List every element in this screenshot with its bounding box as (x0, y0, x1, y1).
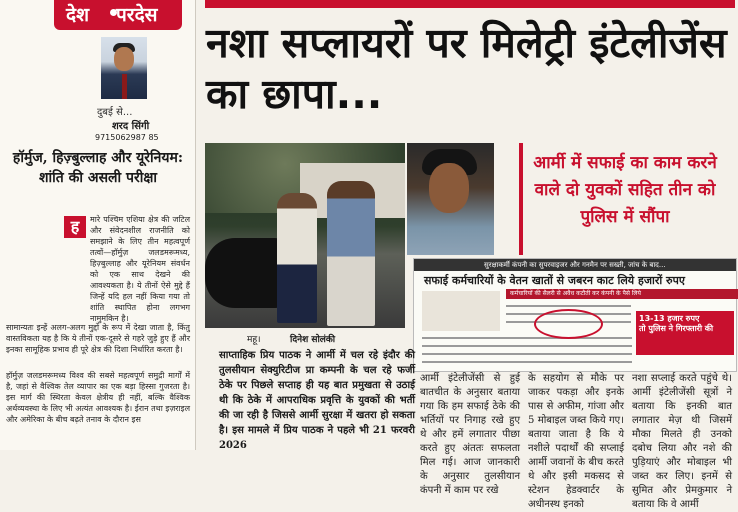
clipping-text-line (422, 361, 632, 363)
column-intro-top: मारे पश्चिम एशिया क्षेत्र की जटिल और संवेदनशील राजनीति को समझाने के लिए तीन महत्वपूर्ण तत्वों—हॉर्मुज़ जलडमरूमध्य, हिज़्बुल्लाह और यूरेनियम संवर्धन को एक साथ देखने की आवश्यकता है। ये तीनों ऐसे मुद्दे हैं जिन्हें यदि हल नहीं किया गया तो शांति स्थापित होना लगभग नामुमकिन है। (90, 215, 190, 323)
accused-portrait (407, 143, 494, 255)
subhead-accent-bar (519, 143, 523, 255)
masthead-part2: परदेस (116, 4, 158, 26)
column-author: शरद सिंगी (112, 121, 150, 132)
arrest-photo (205, 143, 405, 328)
column-para2: सामान्यतः इन्हें अलग-अलग मुद्दों के रूप में देखा जाता है, किंतु वास्तविकता यह है कि ये तीनों एक-दूसरे से गहरे जुड़े हुए हैं और इनका सामूहिक प्रभाव ही पूरे क्षेत्र की दिशा निर्धारित करता है। (6, 323, 190, 354)
column-dropcap: ह (64, 216, 86, 238)
accused-person-2 (327, 181, 375, 326)
caption-reporter: दिनेश सोलंकी (290, 335, 336, 345)
clipping-ribbon: कर्मचारियों की सैलरी से अवैध कटौती कर कंपनी के पैसे लिये (506, 289, 738, 299)
clipping-text-line (506, 305, 631, 307)
clipping-box-text: तो पुलिस ने गिरफ्तारी की (639, 324, 714, 333)
column-byline: दुबई से... (97, 107, 133, 118)
story-column-2: आर्मी इंटेलीजेंसी से हुई बातचीत के अनुसार बताया गया कि हम सफाई ठेके की भर्तियों पर निगाह रखे हुए थे और हमें लगातार पीछा करते हुए अंततः सफलता मिल गई। आज जानकारी के अनुसार तुलसीयान कंपनी में काम पर रखे (420, 373, 520, 496)
masthead-part1: देश (66, 4, 90, 26)
accused-person-1 (277, 193, 317, 323)
story-column-4: नशा सप्लाई करते पहुंचे थे। आर्मी इंटेलीजेंसी सूत्रों ने बताया कि इनकी बात लगातार मेज़ थी जिसमें मौका मिलते ही उनको दबोच लिया और नशे की पुड़ियाएं और मोबाइल भी जब्त कर लिए। इनमें से सुमित और प्रेमकुमार ने बताया कि वे आर्मी (632, 373, 732, 510)
top-red-bar (205, 0, 735, 8)
author-photo (101, 37, 147, 99)
opinion-column (0, 0, 196, 450)
motorcycle (205, 238, 285, 308)
column-para3: हॉर्मुज़ जलडमरूमध्य विश्व की सबसे महत्वपूर्ण समुद्री मार्गों में है, जहां से वैश्विक तेल व्यापार का एक बड़ा हिस्सा गुजरता है। इस मार्ग की स्थिरता केवल क्षेत्रीय ही नहीं, बल्कि वैश्विक अर्थव्यवस्था के लिए भी अत्यंत आवश्यक है। ईरान तथा इज़राइल और अमेरिका के बीच बढ़ते तनाव के दौरान इस (6, 371, 190, 424)
story-column-3: के सहयोग से मौके पर जाकर पकड़ा और इनके पास से अफीम, गांजा और 5 मोबाइल जब्त किये गए। बताया जाता है कि ये नशीले पदार्थों की सप्लाई आर्मी जवानों के बीच करते थे और इसी मकसद से स्टेशन हेडक्वार्टर के अधीनस्थ इनको (528, 373, 624, 510)
clipping-red-box (636, 311, 734, 355)
clipping-highlight-circle (534, 309, 603, 339)
column-phone: 9715062987 85 (95, 133, 159, 142)
clipping-headline: सफाई कर्मचारियों के वेतन खातों से जबरन काट लिये हजारों रुपए (424, 274, 685, 287)
clipping-box-title: 13-13 हजार रुपए (639, 314, 700, 323)
column-headline: हॉर्मुज, हिज़्बुल्लाह और यूरेनियम: शांति की असली परीक्षा (12, 150, 184, 186)
photo-caption (205, 330, 415, 344)
clipping-photo (422, 291, 500, 331)
main-headline: नशा सप्लायरों पर मिलेट्री इंटेलीजेंस का छापा... (206, 19, 727, 118)
author-tie (122, 74, 127, 99)
clipping-topbar: सुरक्षाकर्मी कंपनी का सुपरवाइजर और गनमैन पर सख्ती, जांच के बाद... (414, 259, 736, 271)
subheadline: आर्मी में सफाई का काम करने वाले दो युवकों सहित तीन को पुलिस में सौंपा (533, 153, 717, 227)
author-face (114, 47, 134, 71)
column-masthead (54, 0, 182, 30)
story-lead: साप्ताहिक प्रिय पाठक ने आर्मी में चल रहे इंदौर की तुलसीयान सेक्युरिटीज प्रा कम्पनी के चल रहे फर्जी ठेके पर पिछले सप्ताह ही यह बात प्रमुखता से उठाई थी कि ठेके में आपराधिक प्रवृत्ति के युवकों की भर्ती की जा रही है जिससे आर्मी सुरक्षा में खतरा हो सकता है। इस मामले में प्रिय पाठक ने पहले भी 21 फरवरी 2026 (219, 350, 415, 451)
clipping-text-line (422, 353, 632, 355)
clipping-text-line (422, 345, 632, 347)
previous-report-clipping (413, 258, 737, 372)
caption-location: महू। (247, 335, 261, 345)
column-intro-rest (6, 258, 190, 318)
clipping-text-line (422, 337, 632, 339)
portrait-face (429, 163, 469, 213)
